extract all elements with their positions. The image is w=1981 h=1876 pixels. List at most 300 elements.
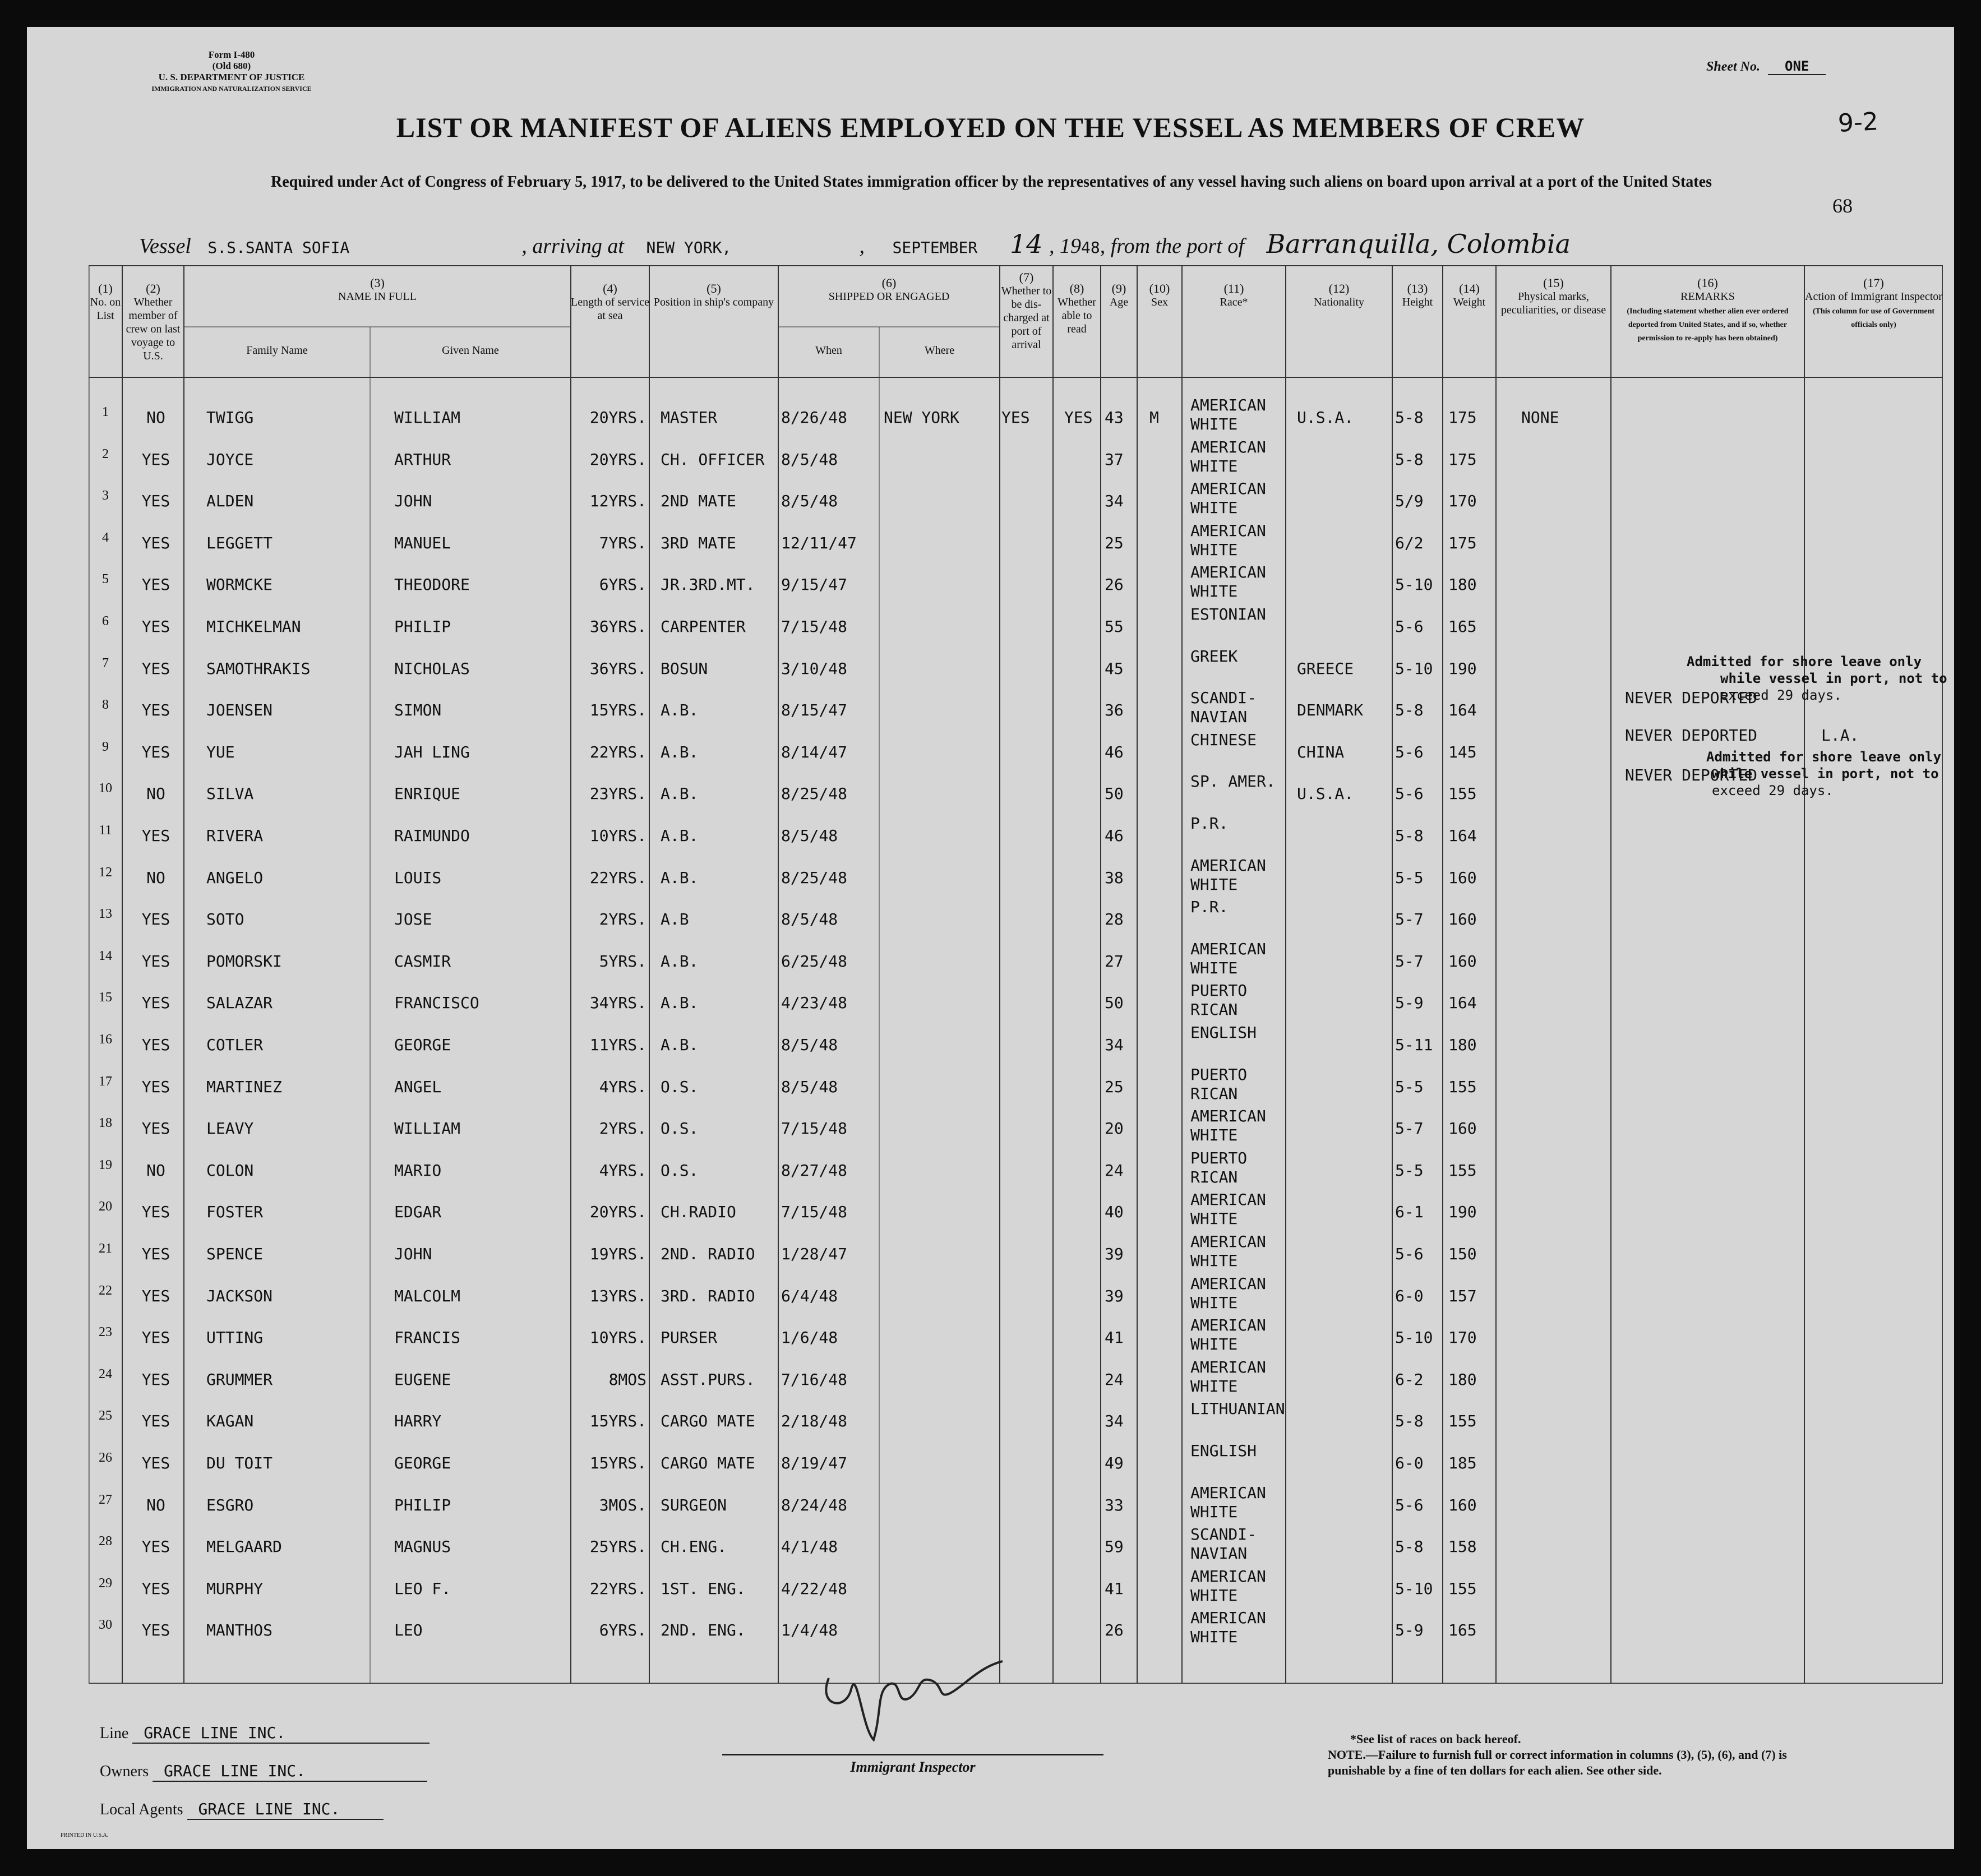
cell-family: SALAZAR [206,994,273,1013]
cell-race [1190,396,1286,434]
cell-race [1190,772,1286,791]
cell-height: 5-8 [1395,701,1424,720]
cell-age: 45 [1105,659,1124,678]
cell-race [1190,1316,1286,1354]
cell-age: 25 [1105,1077,1124,1096]
race-line: NAVIAN [1190,708,1248,727]
cell-height: 5-10 [1395,1579,1433,1598]
col-header-marks: (15) Physical marks, peculiarities, or disease [1500,276,1606,316]
cell-service: 15YRS. [589,1454,647,1472]
remark-row-9: NEVER DEPORTED [1625,766,1758,784]
cell-weight: 160 [1448,1495,1477,1514]
cell-service: 23YRS. [589,784,647,803]
vessel-name: S.S.SANTA SOFIA [207,238,350,257]
cell-given: ARTHUR [394,450,451,469]
cell-height: 5-5 [1395,868,1424,887]
cell-service: 10YRS. [589,826,647,845]
manifest-sheet [27,27,1954,1849]
cell-last: YES [141,1579,170,1598]
cell-age: 26 [1105,575,1124,594]
race-line: AMERICAN [1190,939,1266,958]
cell-last: YES [141,1412,170,1431]
cell-family: MELGAARD [206,1537,282,1556]
cell-given: WILLIAM [394,408,461,427]
race-line: RICAN [1190,1167,1238,1186]
cell-age: 38 [1105,868,1124,887]
cell-given: LOUIS [394,868,442,887]
cell-age: 39 [1105,1286,1124,1305]
cell-family: POMORSKI [206,951,282,971]
cell-weight: 164 [1448,701,1477,720]
col-header-remarks: (16) REMARKS (Including statement whether alien ever ordered deported from United States, and if so, whether permission to re-apply has been obtained) [1627,276,1789,343]
cell-race [1190,479,1286,517]
cell-no: 17 [99,1074,112,1089]
cell-family: SPENCE [206,1245,264,1263]
cell-position: BOSUN [661,659,708,678]
cell-position: A.B. [661,994,699,1013]
cell-service: 15YRS. [589,701,647,720]
shore-leave-stamp: Admitted for shore leave only while vessel in port, not to exceed 29 days. [1706,749,1942,798]
cell-age: 50 [1105,994,1124,1013]
cell-when: 8/27/48 [781,1161,848,1180]
arrival-year: 48 [1081,238,1100,257]
cell-when: 3/10/48 [781,659,848,678]
cell-weight: 155 [1448,1579,1477,1598]
cell-sex: M [1149,408,1159,427]
race-line: SCANDI- [1190,1525,1257,1544]
cell-service: 25YRS. [589,1537,647,1556]
table-row [89,437,1943,492]
cell-service: 3MOS. [599,1495,647,1514]
cell-height: 5-8 [1395,1412,1424,1431]
race-line: RICAN [1190,1000,1238,1019]
cell-when: 6/25/48 [781,951,848,971]
table-row [89,898,1943,951]
cell-weight: 190 [1448,1203,1477,1222]
race-line: ESTONIAN [1190,605,1266,623]
cell-race [1190,1441,1286,1461]
cell-last: NO [146,1495,165,1514]
cell-weight: 190 [1448,659,1477,678]
cell-when: 8/25/48 [781,784,848,803]
cell-weight: 180 [1448,1370,1477,1389]
race-line: GREEK [1190,646,1238,666]
cell-position: CARGO MATE [661,1454,755,1472]
cell-given: NICHOLAS [394,659,470,678]
race-line: WHITE [1190,1502,1238,1521]
cell-age: 50 [1105,784,1124,803]
cell-height: 6-2 [1395,1370,1424,1389]
cell-race [1190,856,1286,894]
cell-service: 20YRS. [589,450,647,469]
cell-position: MASTER [661,408,718,427]
cell-race [1190,731,1286,750]
race-line: WHITE [1190,456,1238,475]
cell-age: 49 [1105,1454,1124,1472]
arrival-day: 14 [1010,229,1043,259]
cell-no: 4 [102,530,109,545]
sheet-number: Sheet No. ONE [1706,58,1826,75]
cell-last: YES [141,951,170,971]
cell-no: 28 [99,1534,112,1549]
cell-given: JAH LING [394,742,470,761]
cell-last: YES [141,617,170,636]
cell-family: KAGAN [206,1412,254,1431]
cell-when: 8/19/47 [781,1454,848,1472]
cell-height: 5-10 [1395,1328,1433,1347]
table-row [89,1567,1943,1621]
action-row-8: L.A. [1821,726,1859,745]
race-line: PUERTO [1190,1148,1248,1167]
cell-last: YES [141,1077,170,1096]
owners-field: Owners GRACE LINE INC. [100,1753,430,1791]
cell-no: 27 [99,1492,112,1507]
race-line: AMERICAN [1190,437,1266,456]
col-header-name: (3) NAME IN FULL [338,276,417,303]
race-line: WHITE [1190,1586,1238,1605]
cell-given: MARIO [394,1161,442,1180]
cell-race [1190,1065,1286,1103]
cell-height: 5-10 [1395,659,1433,678]
departure-port: Barranquilla, Colombia [1266,229,1571,259]
cell-when: 4/23/48 [781,994,848,1013]
cell-family: COLON [206,1161,254,1180]
cell-family: ALDEN [206,492,254,511]
race-line: AMERICAN [1190,1190,1266,1209]
cell-no: 23 [99,1325,112,1340]
cell-weight: 155 [1448,1161,1477,1180]
cell-height: 5-6 [1395,1245,1424,1263]
cell-age: 40 [1105,1203,1124,1222]
cell-family: WORMCKE [206,575,273,594]
cell-weight: 160 [1448,951,1477,971]
table-row [89,856,1943,910]
cell-given: GEORGE [394,1454,451,1472]
cell-service: 2YRS. [599,1119,647,1138]
cell-given: LEO F. [394,1579,451,1598]
cell-service: 12YRS. [589,492,647,511]
cell-no: 29 [99,1575,112,1591]
cell-last: YES [141,1203,170,1222]
cell-no: 15 [99,990,112,1005]
col-header-sex: (10) Sex [1149,281,1170,308]
table-row [89,1232,1943,1286]
race-line: ENGLISH [1190,1023,1257,1042]
cell-when: 8/5/48 [781,450,838,469]
col-header-read: (8) Whether able to read [1058,281,1096,335]
cell-service: 36YRS. [589,617,647,636]
cell-where: NEW YORK [884,408,959,427]
cell-family: LEAVY [206,1119,254,1138]
cell-race [1190,1107,1286,1145]
cell-weight: 170 [1448,1328,1477,1347]
cell-no: 5 [102,572,109,587]
table-row [89,521,1943,575]
race-line: WHITE [1190,540,1238,559]
race-line: CHINESE [1190,730,1257,749]
cell-age: 59 [1105,1537,1124,1556]
table-row [89,563,1943,617]
cell-family: YUE [206,742,235,761]
cell-family: ESGRO [206,1495,254,1514]
table-row [89,1441,1943,1495]
col-header-when: When [815,344,842,357]
race-line: P.R. [1190,814,1229,833]
col-header-family-name: Family Name [246,344,308,357]
race-line: AMERICAN [1190,856,1266,875]
cell-family: GRUMMER [206,1370,273,1389]
table-row [89,396,1943,450]
cell-given: ENRIQUE [394,784,461,803]
cell-height: 5-7 [1395,1119,1424,1138]
cell-race [1190,814,1286,833]
race-line: WHITE [1190,1293,1238,1312]
table-row [89,479,1943,533]
cell-service: 36YRS. [589,659,647,678]
cell-age: 24 [1105,1161,1124,1180]
cell-position: SURGEON [661,1495,727,1514]
cell-race [1190,1399,1286,1418]
cell-service: 2YRS. [599,910,647,929]
col-header-given-name: Given Name [442,344,499,357]
cell-when: 8/24/48 [781,1495,848,1514]
table-row [89,814,1943,868]
cell-last: YES [141,1119,170,1138]
table-row [89,1399,1943,1453]
cell-age: 20 [1105,1119,1124,1138]
cell-family: RIVERA [206,826,264,845]
cell-last: YES [141,1537,170,1556]
table-row [89,1525,1943,1579]
cell-height: 5-11 [1395,1036,1433,1054]
cell-age: 41 [1105,1579,1124,1598]
cell-when: 1/28/47 [781,1245,848,1263]
cell-weight: 170 [1448,492,1477,511]
col-header-last-voyage: (2) Whether member of crew on last voyage to U.S. [126,281,181,362]
cell-age: 55 [1105,617,1124,636]
cell-when: 12/11/47 [781,533,857,552]
col-header-action: (17) Action of Immigrant Inspector (This column for use of Government officials only) [1805,276,1942,329]
cell-service: 34YRS. [589,994,647,1013]
shore-leave-stamp: Admitted for shore leave only while vessel in port, not to exceed 29 days. [1687,654,1947,703]
cell-age: 36 [1105,701,1124,720]
race-line: ENGLISH [1190,1441,1257,1460]
cell-position: CARPENTER [661,617,746,636]
cell-age: 33 [1105,1495,1124,1514]
cell-weight: 150 [1448,1245,1477,1263]
cell-when: 1/4/48 [781,1621,838,1640]
race-line: WHITE [1190,582,1238,601]
cell-nationality: DENMARK [1297,701,1364,720]
col-header-no: (1) No. on List [90,281,121,322]
cell-age: 25 [1105,533,1124,552]
cell-no: 14 [99,948,112,963]
cell-service: 22YRS. [589,1579,647,1598]
cell-height: 5-7 [1395,951,1424,971]
cell-position: O.S. [661,1119,699,1138]
race-line: WHITE [1190,1209,1238,1228]
cell-last: YES [141,742,170,761]
cell-given: FRANCISCO [394,994,479,1013]
cell-discharged: YES [1001,408,1030,427]
cell-race [1190,940,1286,978]
remark-row-8: NEVER DEPORTED [1625,726,1758,745]
cell-height: 5-6 [1395,742,1424,761]
race-line: AMERICAN [1190,396,1266,414]
cell-age: 26 [1105,1621,1124,1640]
cell-service: 5YRS. [599,951,647,971]
cell-family: SILVA [206,784,254,803]
col-header-age: (9) Age [1109,281,1129,308]
cell-height: 5-8 [1395,1537,1424,1556]
cell-family: ANGELO [206,868,264,887]
cell-last: YES [141,1286,170,1305]
cell-service: 6YRS. [599,1621,647,1640]
cell-service: 4YRS. [599,1161,647,1180]
cell-given: FRANCIS [394,1328,461,1347]
cell-height: 6-1 [1395,1203,1424,1222]
race-line: AMERICAN [1190,1567,1266,1586]
col-header-shipped: (6) SHIPPED OR ENGAGED [828,276,950,303]
cell-last: YES [141,1245,170,1263]
table-row [89,1065,1943,1119]
cell-weight: 165 [1448,617,1477,636]
cell-no: 22 [99,1283,112,1298]
cell-height: 5-10 [1395,575,1433,594]
col-header-service: (4) Length of service at sea [571,281,649,322]
cell-nationality: U.S.A. [1297,408,1354,427]
handwritten-reference: 9-2 [1837,107,1880,138]
cell-service: 20YRS. [589,408,647,427]
cell-no: 26 [99,1450,112,1465]
cell-race [1190,1023,1286,1042]
cell-when: 8/5/48 [781,1077,838,1096]
cell-family: MANTHOS [206,1621,273,1640]
cell-weight: 165 [1448,1621,1477,1640]
cell-age: 34 [1105,1036,1124,1054]
page-subtitle: Required under Act of Congress of February 5, 1917, to be delivered to the United States immigration officer by the representatives of any vessel having such aliens on board upon arrival at a port of the United States [271,173,1712,191]
inspector-label: Immigrant Inspector [722,1754,1103,1776]
cell-weight: 158 [1448,1537,1477,1556]
cell-when: 4/22/48 [781,1579,848,1598]
cell-no: 8 [102,697,109,713]
cell-age: 27 [1105,951,1124,971]
cell-given: PHILIP [394,1495,451,1514]
cell-nationality: CHINA [1297,742,1345,761]
cell-no: 30 [99,1618,112,1633]
cell-race [1190,1190,1286,1228]
race-line: AMERICAN [1190,1316,1266,1335]
cell-service: 4YRS. [599,1077,647,1096]
cell-height: 5-5 [1395,1077,1424,1096]
cell-race [1190,605,1286,624]
cell-weight: 160 [1448,1119,1477,1138]
cell-last: NO [146,784,165,803]
cell-last: YES [141,1328,170,1347]
cell-height: 5-8 [1395,450,1424,469]
cell-position: PURSER [661,1328,718,1347]
cell-given: JOHN [394,1245,432,1263]
race-line: AMERICAN [1190,479,1266,498]
cell-race [1190,689,1286,727]
cell-given: JOSE [394,910,432,929]
cell-family: LEGGETT [206,533,273,552]
table-row [89,1357,1943,1412]
cell-service: 10YRS. [589,1328,647,1347]
remark-row-7: NEVER DEPORTED [1625,689,1758,707]
cell-height: 6/2 [1395,533,1424,552]
cell-height: 5-6 [1395,784,1424,803]
cell-family: SAMOTHRAKIS [206,659,311,678]
cell-when: 7/15/48 [781,1203,848,1222]
cell-given: WILLIAM [394,1119,461,1138]
cell-race [1190,438,1286,476]
cell-service: 22YRS. [589,868,647,887]
cell-age: 24 [1105,1370,1124,1389]
cell-no: 2 [102,446,109,461]
cell-position: O.S. [661,1161,699,1180]
cell-nationality: GREECE [1297,659,1354,678]
cell-weight: 155 [1448,1077,1477,1096]
cell-given: CASMIR [394,951,451,971]
cell-last: NO [146,408,165,427]
cell-race [1190,1149,1286,1187]
cell-age: 46 [1105,742,1124,761]
race-line: SCANDI- [1190,689,1257,708]
cell-age: 41 [1105,1328,1124,1347]
cell-last: YES [141,492,170,511]
crew-table [89,265,1947,1684]
cell-race [1190,1609,1286,1647]
race-line: WHITE [1190,1251,1238,1270]
cell-no: 18 [99,1116,112,1131]
cell-service: 19YRS. [589,1245,647,1263]
cell-marks: NONE [1521,408,1559,427]
cell-position: CARGO MATE [661,1412,755,1431]
cell-last: YES [141,994,170,1013]
race-line: AMERICAN [1190,1107,1266,1126]
inspector-signature [812,1644,1025,1757]
cell-position: 3RD. RADIO [661,1286,755,1305]
cell-given: MALCOLM [394,1286,461,1305]
cell-weight: 155 [1448,784,1477,803]
cell-when: 7/15/48 [781,617,848,636]
cell-no: 20 [99,1199,112,1214]
cell-race [1190,981,1286,1019]
cell-service: 7YRS. [599,533,647,552]
cell-age: 46 [1105,826,1124,845]
cell-last: YES [141,701,170,720]
cell-given: LEO [394,1621,423,1640]
cell-height: 5-9 [1395,994,1424,1013]
race-line: AMERICAN [1190,1274,1266,1293]
cell-no: 12 [99,865,112,880]
race-line: PUERTO [1190,1065,1248,1084]
cell-last: YES [141,1621,170,1640]
cell-when: 7/16/48 [781,1370,848,1389]
cell-race [1190,1274,1286,1313]
cell-service: 6YRS. [599,575,647,594]
cell-age: 34 [1105,492,1124,511]
cell-last: YES [141,910,170,929]
cell-no: 21 [99,1241,112,1256]
race-line: P.R. [1190,898,1229,917]
table-row [89,1023,1943,1077]
cell-position: ASST.PURS. [661,1370,755,1389]
race-line: AMERICAN [1190,521,1266,540]
race-line: WHITE [1190,1376,1238,1396]
footer-notes: *See list of races on back hereof. NOTE.—Failure to furnish full or correct information in columns (3), (5), (6), and (7) is punishable by a fine of ten dollars for each alien. See other side. [1328,1732,1787,1777]
